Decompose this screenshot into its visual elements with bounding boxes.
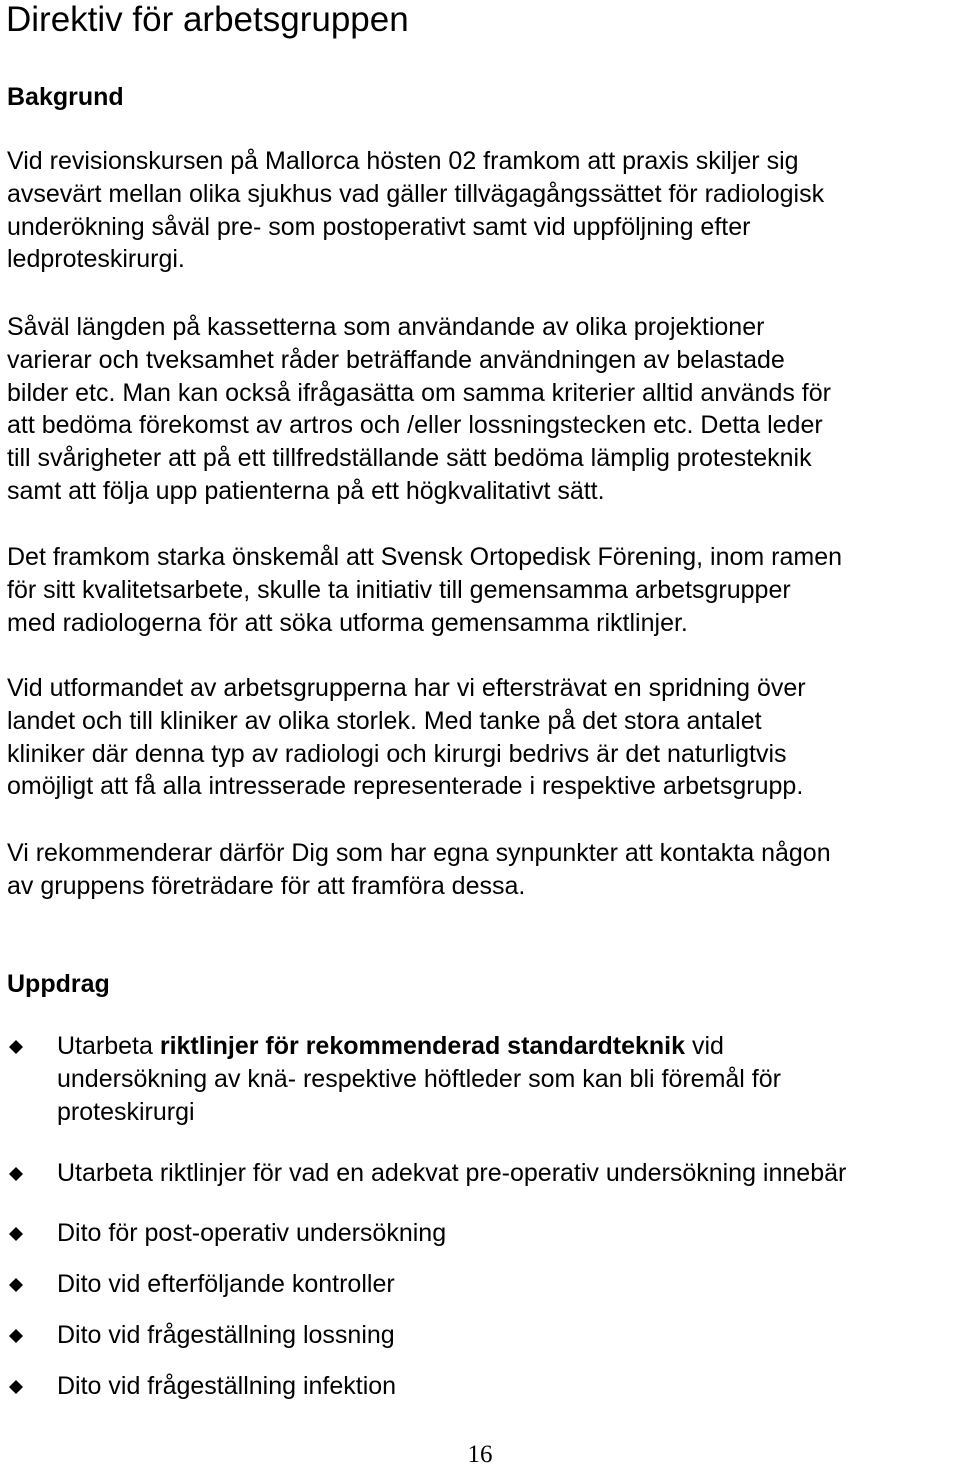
text-line: ledproteskirurgi. [7,245,185,274]
text-line: av gruppens företrädare för att framföra dessa. [7,871,526,900]
diamond-bullet-icon [9,1380,23,1394]
section-heading-uppdrag: Uppdrag [7,970,110,998]
text-line: Dito för post-operativ undersökning [57,1219,447,1247]
text-line: proteskirurgi [57,1097,195,1126]
text-line: Det framkom starka önskemål att Svensk Ortopedisk Förening, inom ramen [7,543,843,571]
diamond-bullet-icon [9,1167,23,1181]
section-heading-bakgrund: Bakgrund [7,83,124,111]
text-line: Vi rekommenderar därför Dig som har egna synpunkter att kontakta någon [7,839,831,867]
page-number: 16 [467,1441,493,1468]
task-text [57,1319,395,1352]
text-line: omöjligt att få alla intresserade representerade i respektive arbetsgrupp. [7,772,804,801]
text-line: kliniker där denna typ av radiologi och kirurgi bedrivs är det naturligtvis [7,739,787,768]
diamond-bullet-icon [9,1040,23,1054]
diamond-bullet-icon [9,1227,23,1241]
text-line: med radiologerna för att söka utforma gemensamma riktlinjer. [7,608,688,637]
task-text [57,1268,395,1301]
paragraph-onskemal [7,541,842,639]
text-line: undersökning av knä- respektive höftleder som kan bli föremål för [57,1064,781,1093]
paragraph-kassetterna [7,311,831,508]
task-text [57,1370,396,1403]
text-line [57,1030,781,1063]
text-line: Vid revisionskursen på Mallorca hösten 02 framkom att praxis skiljer sig [7,147,799,175]
task-text [57,1217,446,1250]
text-line: Dito vid efterföljande kontroller [57,1270,395,1298]
text-span: Utarbeta [57,1032,160,1060]
text-line: avsevärt mellan olika sjukhus vad gäller tillvägagångssättet för radiologisk [7,179,825,208]
diamond-bullet-icon [9,1329,23,1343]
text-line: underökning såväl pre- som postoperativt samt vid uppföljning efter [7,212,751,241]
paragraph-revisionskursen [7,145,824,276]
text-line: bilder etc. Man kan också ifrågasätta om samma kriterier alltid används för [7,378,831,407]
paragraph-utformandet [7,672,806,803]
text-line: samt att följa upp patienterna på ett högkvalitativt sätt. [7,476,605,505]
text-line: för sitt kvalitetsarbete, skulle ta initiativ till gemensamma arbetsgrupper [7,575,791,604]
text-line: landet och till kliniker av olika storlek. Med tanke på det stora antalet [7,706,762,735]
page-title: Direktiv för arbetsgruppen [6,0,409,39]
task-text [57,1157,846,1190]
text-line: Såväl längden på kassetterna som användande av olika projektioner [7,313,765,341]
text-line: att bedöma förekomst av artros och /eller lossningstecken etc. Detta leder [7,411,823,440]
bold-text: riktlinjer för rekommenderad standardteknik [159,1032,686,1060]
text-line: Dito vid frågeställning lossning [57,1321,395,1349]
text-line: Dito vid frågeställning infektion [57,1372,397,1400]
text-span: vid [685,1032,724,1060]
text-line: Vid utformandet av arbetsgrupperna har vi eftersträvat en spridning över [7,674,806,702]
text-line: varierar och tveksamhet råder beträffande användningen av belastade [7,345,785,374]
task-text [57,1030,781,1128]
diamond-bullet-icon [9,1278,23,1292]
paragraph-rekommenderar [7,837,831,903]
text-line: Utarbeta riktlinjer för vad en adekvat pre-operativ undersökning innebär [57,1159,847,1187]
text-line: till svårigheter att på ett tillfredställande sätt bedöma lämplig protesteknik [7,444,812,473]
